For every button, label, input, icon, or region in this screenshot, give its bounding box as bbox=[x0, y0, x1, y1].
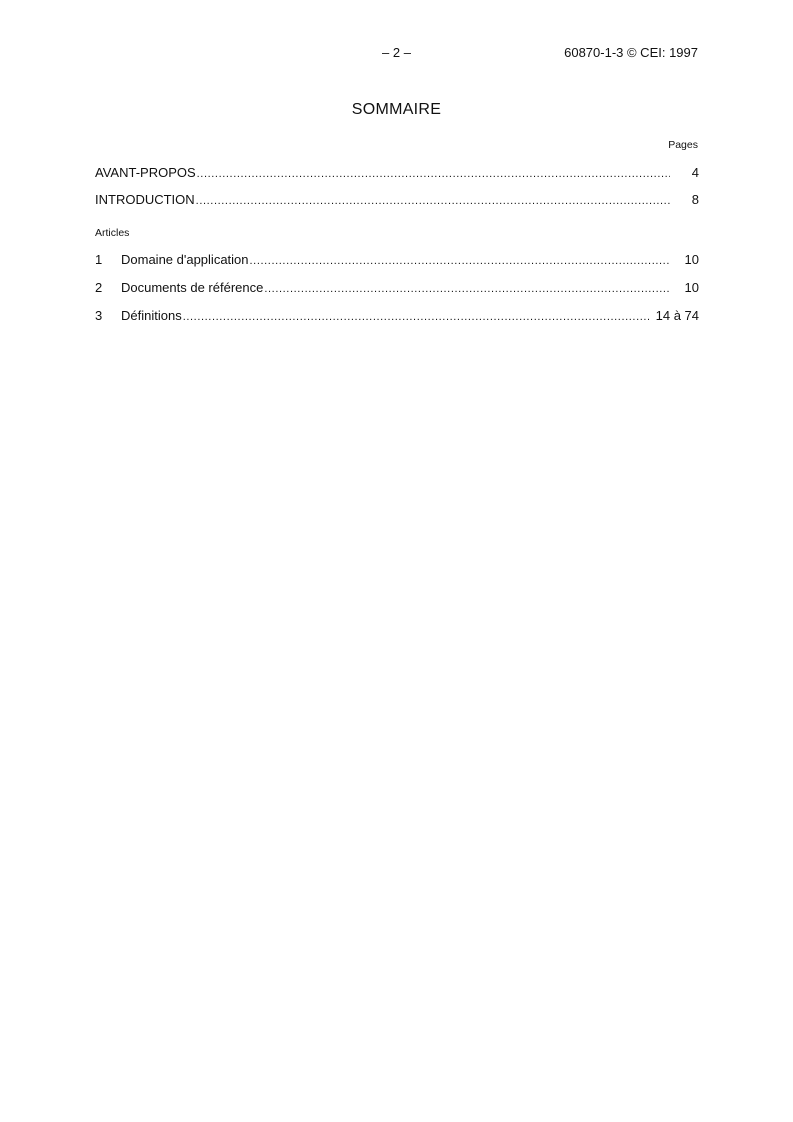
toc-entry-number: 2 bbox=[95, 280, 103, 295]
toc-entry-page: 14 à 74 bbox=[655, 308, 699, 323]
articles-column-label: Articles bbox=[95, 227, 130, 239]
toc-entry-label: INTRODUCTION bbox=[95, 192, 195, 207]
toc-entry-page: 10 bbox=[684, 252, 699, 267]
toc-entry-page: 10 bbox=[684, 280, 699, 295]
dot-leader bbox=[196, 192, 670, 208]
toc-entry-article-3[interactable] bbox=[95, 308, 699, 324]
toc-entry-avant-propos[interactable] bbox=[95, 165, 699, 181]
toc-entry-number: 3 bbox=[95, 308, 103, 323]
toc-entry-page: 8 bbox=[691, 192, 699, 207]
toc-entry-label: Documents de référence bbox=[121, 280, 264, 295]
toc-title: SOMMAIRE bbox=[351, 101, 442, 118]
pages-column-label: Pages bbox=[668, 139, 698, 151]
document-reference: 60870-1-3 © CEI: 1997 bbox=[564, 45, 698, 60]
toc-entry-label: AVANT-PROPOS bbox=[95, 165, 196, 180]
dot-leader bbox=[264, 280, 670, 296]
dot-leader bbox=[250, 252, 670, 268]
toc-entry-article-2[interactable] bbox=[95, 280, 699, 296]
toc-entry-label: Définitions bbox=[121, 308, 182, 323]
toc-entry-article-1[interactable] bbox=[95, 252, 699, 268]
dot-leader bbox=[197, 165, 670, 181]
dot-leader bbox=[183, 308, 649, 324]
toc-entry-page: 4 bbox=[691, 165, 699, 180]
toc-entry-introduction[interactable] bbox=[95, 192, 699, 208]
toc-entry-number: 1 bbox=[95, 252, 103, 267]
page-number: – 2 – bbox=[382, 45, 411, 60]
toc-entry-label: Domaine d'application bbox=[121, 252, 249, 267]
